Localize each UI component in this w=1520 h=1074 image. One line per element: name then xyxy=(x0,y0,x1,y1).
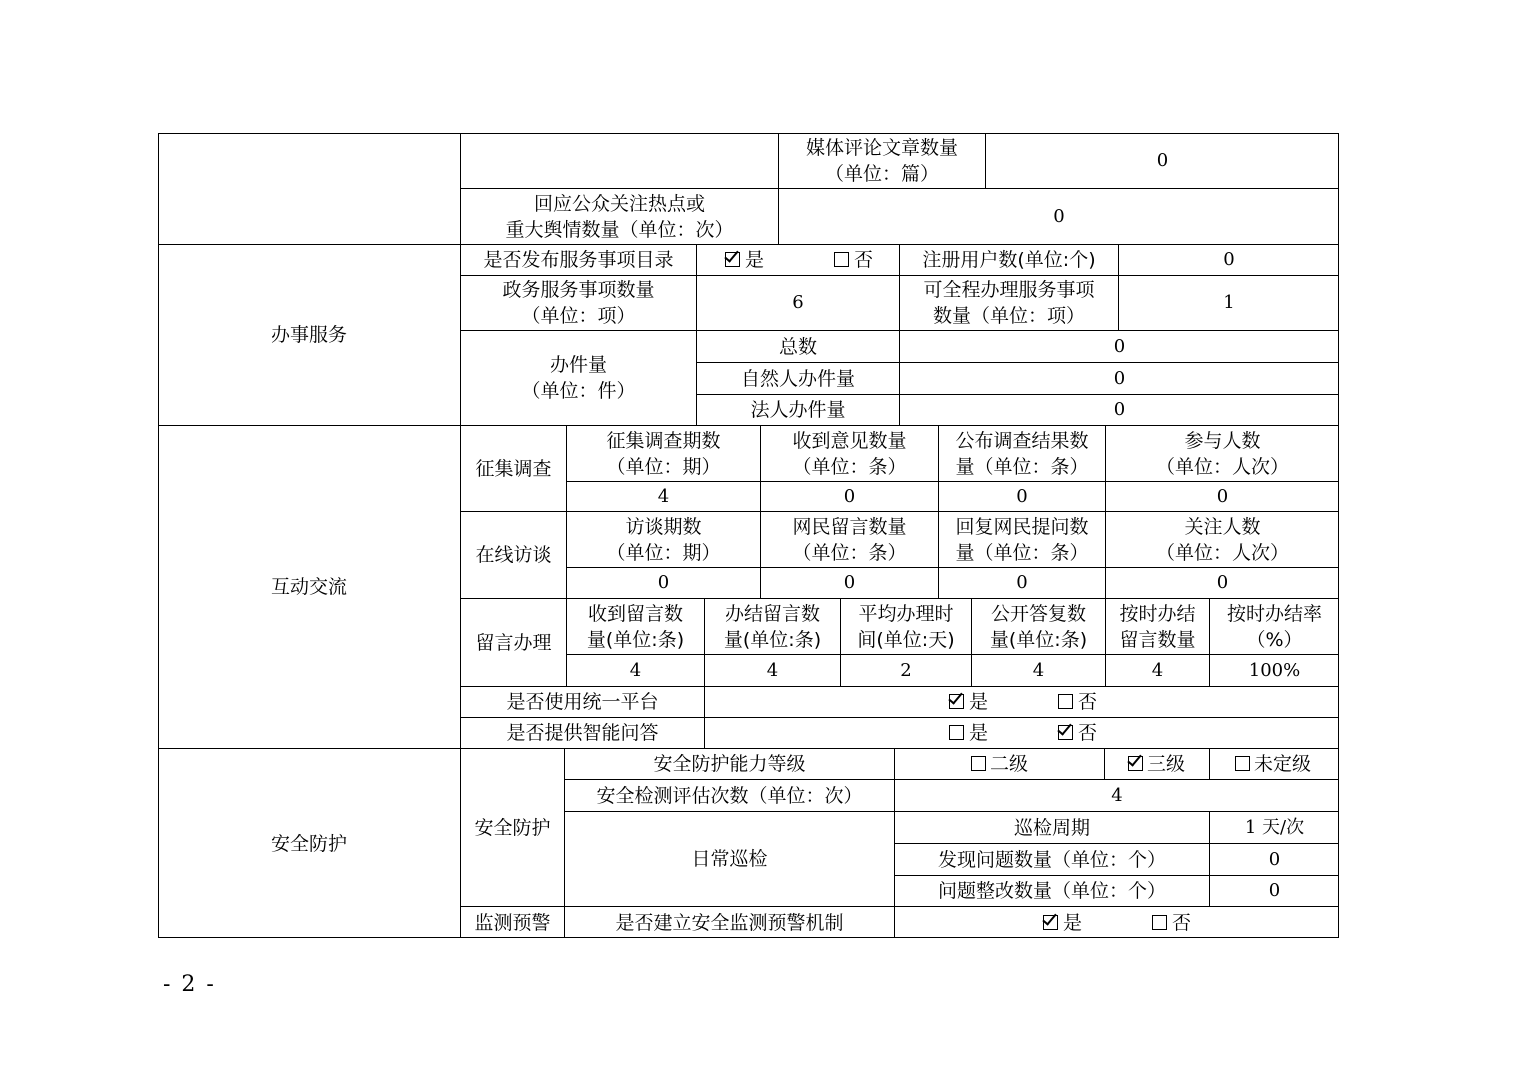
interview-value: 0 xyxy=(1016,572,1028,593)
interview-header: 访谈期数 （单位：期） xyxy=(606,515,721,564)
messages-header: 按时办结 留言数量 xyxy=(1119,602,1196,651)
comment-articles-label: 媒体评论文章数量 （单位：篇） xyxy=(805,136,958,185)
messages-value: 4 xyxy=(1032,659,1045,681)
volume-label: 办件量 （单位：件） xyxy=(521,354,636,402)
messages-header: 平均办理时 间(单位:天) xyxy=(857,602,955,651)
messages-header: 办结留言数 量(单位:条) xyxy=(723,602,822,651)
survey-header: 征集调查期数 （单位：期） xyxy=(606,429,721,478)
platform-yes-checkbox[interactable] xyxy=(949,694,964,709)
catalog-yes-checkbox[interactable] xyxy=(725,252,740,267)
found-label: 发现问题数量（单位：个） xyxy=(937,848,1166,871)
smart-qa-no-checkbox[interactable] xyxy=(1058,725,1073,740)
warning-yes-label: 是 xyxy=(1063,912,1083,934)
total-label: 总数 xyxy=(778,335,817,358)
total-value: 0 xyxy=(1113,335,1126,357)
legal-label: 法人办件量 xyxy=(750,399,846,421)
full-process-label: 可全程办理服务事项 数量（单位：项） xyxy=(923,279,1095,327)
warning-yes-checkbox[interactable] xyxy=(1043,915,1058,930)
survey-value: 4 xyxy=(657,485,670,507)
fixed-label: 问题整改数量（单位：个） xyxy=(937,880,1166,902)
warning-no-label: 否 xyxy=(1172,912,1192,934)
legal-value: 0 xyxy=(1113,399,1126,420)
survey-header: 收到意见数量 （单位：条） xyxy=(792,429,907,478)
platform-label: 是否使用统一平台 xyxy=(506,691,659,713)
level-2-label: 二级 xyxy=(990,753,1029,775)
users-value: 0 xyxy=(1223,249,1235,270)
protect-label: 安全防护 xyxy=(474,816,551,839)
users-label: 注册用户数(单位:个) xyxy=(922,249,1096,271)
platform-no-label: 否 xyxy=(1078,691,1098,713)
level-label: 安全防护能力等级 xyxy=(653,753,806,775)
full-process-value: 1 xyxy=(1223,292,1235,313)
cycle-value: 1 天/次 xyxy=(1244,816,1305,838)
monitor-label: 监测预警 xyxy=(474,911,551,934)
section-interaction: 互动交流 xyxy=(270,576,347,598)
interview-value: 0 xyxy=(843,572,856,593)
messages-value: 2 xyxy=(900,659,912,681)
messages-value: 4 xyxy=(629,659,642,681)
smart-qa-label: 是否提供智能问答 xyxy=(506,722,659,744)
level-3-checkbox[interactable] xyxy=(1128,756,1143,771)
natural-value: 0 xyxy=(1113,367,1126,389)
smart-qa-yes-checkbox[interactable] xyxy=(949,725,964,740)
catalog-no-checkbox[interactable] xyxy=(834,252,849,267)
items-value: 6 xyxy=(792,292,804,313)
page-number: - 2 - xyxy=(163,972,216,997)
level-undefined-label: 未定级 xyxy=(1254,753,1312,775)
smart-qa-yes-label: 是 xyxy=(969,722,989,744)
survey-header: 参与人数 （单位：人次） xyxy=(1155,429,1289,478)
messages-header: 按时办结率 （%） xyxy=(1226,602,1322,651)
interview-header: 网民留言数量 （单位：条） xyxy=(792,515,907,564)
hotspots-value: 0 xyxy=(1053,205,1065,227)
messages-header: 收到留言数 量(单位:条) xyxy=(586,602,685,651)
messages-header: 公开答复数 量(单位:条) xyxy=(989,602,1088,651)
messages-label: 留言办理 xyxy=(475,631,552,654)
platform-yes-label: 是 xyxy=(969,691,989,713)
catalog-label: 是否发布服务事项目录 xyxy=(483,249,674,271)
interview-header: 关注人数 （单位：人次） xyxy=(1155,515,1289,564)
warning-no-checkbox[interactable] xyxy=(1152,915,1167,930)
survey-label: 征集调查 xyxy=(475,457,552,480)
fixed-value: 0 xyxy=(1268,880,1281,901)
comment-articles-value: 0 xyxy=(1156,149,1169,171)
catalog-yes-label: 是 xyxy=(745,249,765,271)
level-undefined-checkbox[interactable] xyxy=(1235,756,1250,771)
assess-value: 4 xyxy=(1111,784,1123,806)
smart-qa-no-label: 否 xyxy=(1078,722,1098,744)
interview-label: 在线访谈 xyxy=(475,544,552,566)
catalog-no-label: 否 xyxy=(854,249,874,271)
items-label: 政务服务事项数量 （单位：项） xyxy=(502,279,655,327)
interview-header: 回复网民提问数 量（单位：条） xyxy=(955,515,1089,564)
survey-header: 公布调查结果数 量（单位：条） xyxy=(955,429,1089,478)
section-security: 安全防护 xyxy=(270,832,347,855)
natural-label: 自然人办件量 xyxy=(740,367,855,390)
hotspots-label: 回应公众关注热点或 重大舆情数量（单位：次） xyxy=(505,192,734,241)
data-table xyxy=(158,133,1339,938)
interview-value: 0 xyxy=(657,572,670,593)
messages-value: 4 xyxy=(766,659,779,681)
level-3-label: 三级 xyxy=(1147,753,1186,775)
patrol-label: 日常巡检 xyxy=(691,848,768,870)
survey-value: 0 xyxy=(843,485,856,507)
assess-label: 安全检测评估次数（单位：次） xyxy=(596,784,863,807)
level-2-checkbox[interactable] xyxy=(971,756,986,771)
warning-label: 是否建立安全监测预警机制 xyxy=(615,911,844,934)
section-service: 办事服务 xyxy=(270,324,347,346)
found-value: 0 xyxy=(1268,848,1281,870)
messages-value: 100% xyxy=(1248,659,1301,681)
cycle-label: 巡检周期 xyxy=(1013,816,1090,839)
platform-no-checkbox[interactable] xyxy=(1058,694,1073,709)
survey-value: 0 xyxy=(1016,485,1028,507)
interview-value: 0 xyxy=(1216,572,1229,593)
survey-value: 0 xyxy=(1216,485,1229,507)
messages-value: 4 xyxy=(1151,659,1164,681)
